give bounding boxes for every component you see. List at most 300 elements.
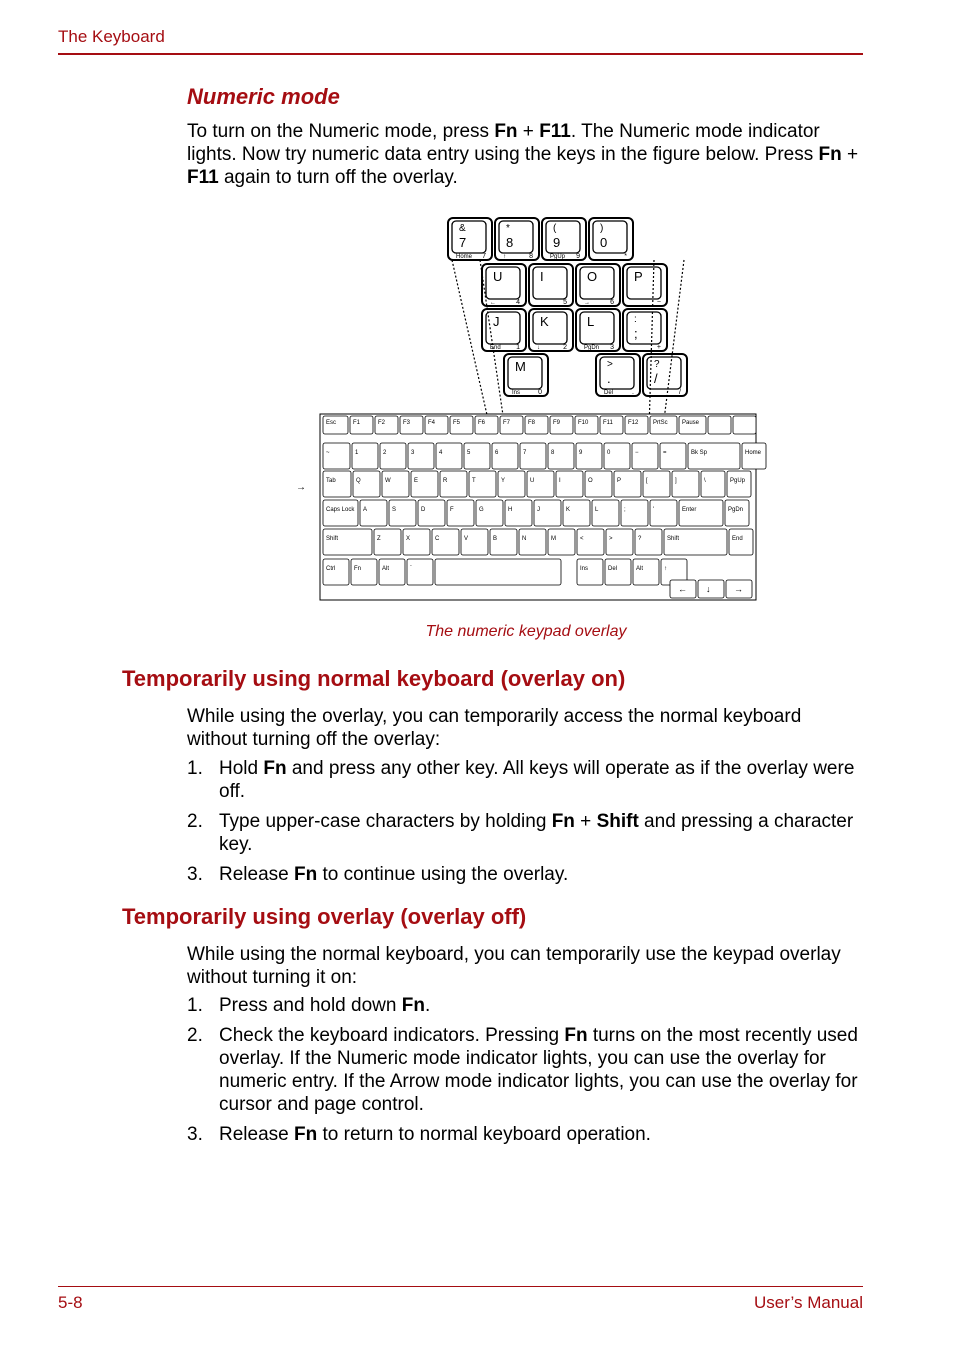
overlay-on-steps: [187, 757, 859, 893]
key-label: Alt: [382, 566, 390, 572]
arrow-key: [726, 580, 752, 598]
keyboard-key: [548, 529, 575, 555]
key-label: K: [566, 507, 571, 513]
keyboard-key: [525, 416, 548, 434]
key-sub-legend: End: [490, 345, 501, 351]
keyboard-key: [432, 529, 459, 555]
key-label: Pause: [682, 420, 700, 426]
keyboard-key: [708, 416, 731, 434]
key-label: F8: [528, 420, 536, 426]
key-cap: [498, 471, 525, 497]
keyboard-key: [550, 416, 573, 434]
key-label: ]: [675, 478, 677, 484]
key-label: T: [472, 478, 476, 484]
arrow-key: [698, 580, 724, 598]
key-label: 3: [411, 450, 415, 456]
key-cap: [729, 529, 753, 555]
key-legend: M: [515, 359, 526, 374]
numeric-mode-indicator-icon: →: [296, 482, 306, 493]
key-cap: [352, 443, 378, 469]
key-label: N: [522, 536, 527, 542]
keyboard-key: [701, 471, 725, 497]
key-overlay-legend: 1: [516, 344, 520, 351]
keyboard-illustration: [296, 414, 766, 600]
key-cap: [323, 529, 372, 555]
key-cap: [585, 471, 612, 497]
step-number: 3.: [187, 864, 203, 885]
keyboard-key: [469, 471, 496, 497]
text-run: turns on the most recently used overlay. If the Numeric mode indicator lights, you can use the overlay for numeric entry. If the Arrow mode indicator lights, you can use the overlay for cursor and page control.: [219, 1025, 858, 1115]
key-overlay-legend: .: [632, 389, 634, 396]
key-label: B: [493, 536, 498, 542]
key-inner: [647, 357, 681, 389]
key-label: P: [617, 478, 622, 484]
overlay-key: [529, 264, 573, 306]
key-overlay-legend: /: [679, 389, 681, 396]
key-cap: [476, 500, 503, 526]
key-cap: [605, 559, 631, 585]
key-label: Tab: [326, 478, 336, 484]
key-label: U: [530, 478, 535, 484]
key-sub-legend: ↓: [537, 345, 540, 351]
keyboard-key: [323, 471, 351, 497]
key-name: F11: [187, 167, 219, 188]
key-overlay-legend: 0: [538, 389, 542, 396]
key-label: PgUp: [730, 478, 746, 484]
key-name: Fn: [263, 758, 287, 779]
key-overlay-legend: 4: [516, 299, 520, 306]
key-cap: [461, 529, 488, 555]
list-item: [187, 757, 859, 803]
keyboard-key: [660, 443, 686, 469]
text-run: Release: [219, 864, 294, 885]
key-label: G: [479, 507, 484, 513]
key-cap: [577, 529, 604, 555]
key-legend: J: [493, 314, 500, 329]
key-label: F6: [478, 420, 486, 426]
overlay-key: [482, 309, 526, 351]
key-overlay-legend: 9: [576, 253, 580, 260]
key-cap: [698, 580, 724, 598]
key-inner: [546, 221, 580, 253]
keyboard-key: [664, 529, 727, 555]
key-cap: [407, 559, 433, 585]
arrow-label: →: [734, 584, 743, 594]
text-run: and press any other key. All keys will operate as if the overlay were off.: [219, 758, 855, 802]
keyboard-key: [500, 416, 523, 434]
keyboard-key: [577, 529, 604, 555]
keyboard-key: [379, 559, 405, 585]
key-name: Shift: [596, 811, 639, 832]
key-overlay-legend: +: [656, 344, 661, 351]
keyboard-key: [408, 443, 434, 469]
keyboard-key: [635, 529, 662, 555]
key-label: Shift: [326, 536, 339, 542]
key-inner: [533, 267, 567, 299]
key-legend: P: [634, 269, 643, 284]
key-cap: [353, 471, 380, 497]
key-overlay-legend: 3: [610, 344, 614, 351]
keyboard-key: [600, 416, 623, 434]
step-number: 1.: [187, 995, 203, 1016]
key-overlay-legend: 6: [610, 299, 614, 306]
keyboard-key: [625, 416, 648, 434]
arrow-label: ←: [678, 584, 687, 594]
key-legend: L: [587, 314, 595, 329]
key-cap: [635, 529, 662, 555]
key-cap: [374, 529, 401, 555]
overlay-on-heading: Temporarily using normal keyboard (overlay on): [122, 666, 626, 691]
key-cap: [323, 559, 349, 585]
keyboard-key: [411, 471, 438, 497]
overlay-key: [623, 264, 667, 306]
keyboard-key: [520, 443, 546, 469]
text-run: .: [424, 995, 431, 1016]
overlay-key: [589, 218, 633, 260]
key-legend: .: [607, 371, 611, 386]
key-legend: 7: [459, 235, 467, 250]
keyboard-key: [450, 416, 473, 434]
keyboard-key: [400, 416, 423, 434]
key-legend: I: [540, 269, 544, 284]
key-cap: [505, 500, 532, 526]
key-inner: [533, 312, 567, 344]
keyboard-key: [350, 416, 373, 434]
key-label: Bk Sp: [691, 450, 708, 456]
key-label: Home: [745, 450, 762, 456]
key-sub-legend: Ins: [512, 390, 521, 396]
page-number: 5-8: [58, 1293, 83, 1312]
key-inner: [593, 221, 627, 253]
key-label: 8: [551, 450, 555, 456]
key-label: Z: [377, 536, 381, 542]
key-cap: [520, 443, 546, 469]
overlay-off-steps: [187, 994, 859, 1153]
text-run: again to turn off the overlay.: [218, 167, 458, 188]
numeric-mode-heading: Numeric mode: [187, 84, 340, 109]
key-cap: [548, 529, 575, 555]
key-inner: [600, 357, 634, 389]
list-item: [187, 810, 859, 856]
text-run: . The Numeric mode indicator lights. Now try numeric data entry using the keys in the figure below. Press: [187, 121, 820, 165]
keyboard-key: [519, 529, 546, 555]
list-item: [187, 863, 859, 886]
key-label: W: [385, 478, 391, 484]
key-inner: [499, 221, 533, 253]
key-cap: [727, 471, 751, 497]
key-upper-legend: (: [553, 223, 557, 234]
key-overlay-legend: 8: [529, 253, 533, 260]
key-label: 4: [439, 450, 443, 456]
keyboard-key: [352, 443, 378, 469]
keyboard-key: [382, 471, 409, 497]
key-cap: [360, 500, 387, 526]
key-label: ': [653, 507, 655, 513]
key-label: H: [508, 507, 513, 513]
step-number: 1.: [187, 758, 203, 779]
key-inner: [627, 312, 661, 344]
key-legend: 8: [506, 235, 514, 250]
key-cap: [742, 443, 766, 469]
text-run: to continue using the overlay.: [317, 864, 569, 885]
arrow-label: ↓: [706, 584, 711, 594]
key-label: J: [537, 507, 540, 513]
key-cap: [436, 443, 462, 469]
keyboard-key: [725, 500, 749, 526]
keyboard-key: [576, 443, 602, 469]
key-label: 7: [523, 450, 527, 456]
keyboard-key: [435, 559, 561, 585]
keyboard-key: [475, 416, 498, 434]
overlay-on-intro: While using the overlay, you can temporarily access the normal keyboard without turning off the overlay:: [187, 706, 802, 750]
key-cap: [643, 471, 670, 497]
overlay-key: [482, 264, 526, 306]
key-cap: [563, 500, 590, 526]
key-overlay-legend: 7: [482, 253, 486, 260]
key-label: F11: [603, 420, 613, 426]
keyboard-key: [633, 559, 659, 585]
keyboard-key: [585, 471, 612, 497]
key-name: Fn: [564, 1025, 588, 1046]
overlay-key: [576, 309, 620, 351]
key-label: V: [464, 536, 469, 542]
overlay-key: [495, 218, 539, 260]
step-number: 3.: [187, 1124, 203, 1145]
key-legend: K: [540, 314, 549, 329]
key-cap: [632, 443, 658, 469]
keyboard-key: [672, 471, 699, 497]
key-label: F3: [403, 420, 411, 426]
key-cap: [379, 559, 405, 585]
key-cap: [527, 471, 554, 497]
key-cap: [440, 471, 467, 497]
overlay-key: [529, 309, 573, 351]
key-cap: [469, 471, 496, 497]
key-label: M: [551, 536, 556, 542]
key-label: 6: [495, 450, 499, 456]
key-cap: [621, 500, 648, 526]
keyboard-key: [351, 559, 377, 585]
key-label: Alt: [636, 566, 644, 572]
key-cap: [411, 471, 438, 497]
key-inner: [580, 312, 614, 344]
key-cap: [323, 500, 358, 526]
key-legend: 9: [553, 235, 561, 250]
key-sub-legend: Del: [604, 390, 614, 396]
keyboard-key: [476, 500, 503, 526]
key-cap: [389, 500, 416, 526]
key-sub-legend: →: [584, 300, 590, 306]
keyboard-key: [323, 500, 358, 526]
running-header: The Keyboard: [58, 27, 165, 46]
key-cap: [490, 529, 517, 555]
keyboard-key: [605, 559, 631, 585]
text-run: Type upper-case characters by holding: [219, 811, 552, 832]
key-label: `: [410, 566, 412, 572]
keyboard-key: [548, 443, 574, 469]
key-label: F: [450, 507, 454, 513]
key-overlay-legend: 2: [563, 344, 567, 351]
overlay-off-heading: Temporarily using overlay (overlay off): [122, 904, 527, 929]
key-label: Fn: [354, 566, 362, 572]
keyboard-key: [688, 443, 740, 469]
key-label: End: [732, 536, 743, 542]
overlay-key: [596, 354, 640, 396]
keyboard-key: [436, 443, 462, 469]
text-run: To turn on the Numeric mode, press: [187, 121, 495, 142]
key-label: F2: [378, 420, 386, 426]
key-label: R: [443, 478, 448, 484]
key-label: =: [663, 450, 667, 456]
text-run: Check the keyboard indicators. Pressing: [219, 1025, 565, 1046]
key-cap: [548, 443, 574, 469]
key-inner: [627, 267, 661, 299]
key-name: Fn: [494, 121, 518, 142]
key-label: Ins: [580, 566, 589, 572]
keyboard-key: [403, 529, 430, 555]
keyboard-key: [498, 471, 525, 497]
keyboard-key: [418, 500, 445, 526]
key-inner: [452, 221, 486, 253]
key-cap: [614, 471, 641, 497]
key-cap: [606, 529, 633, 555]
keyboard-key: [505, 500, 532, 526]
key-cap: [688, 443, 740, 469]
overlay-off-intro: While using the normal keyboard, you can temporarily use the keypad overlay without turning it on:: [187, 944, 841, 988]
keyboard-key: [374, 529, 401, 555]
key-label: PgDn: [728, 507, 744, 513]
list-item: [187, 1123, 859, 1146]
keyboard-key: [323, 559, 349, 585]
overlay-key: [504, 354, 548, 396]
keyboard-key: [614, 471, 641, 497]
key-label: 2: [383, 450, 387, 456]
key-label: I: [559, 478, 561, 484]
overlay-key: [576, 264, 620, 306]
key-label: X: [406, 536, 411, 542]
key-overlay-legend: 5: [563, 299, 567, 306]
keyboard-key: [407, 559, 433, 585]
keyboard-key: [375, 416, 398, 434]
key-cap: [592, 500, 619, 526]
key-cap: [403, 529, 430, 555]
key-label: 1: [355, 450, 359, 456]
key-label: [: [646, 478, 648, 484]
key-cap: [576, 443, 602, 469]
keyboard-key: [727, 471, 751, 497]
keyboard-key: [650, 416, 677, 434]
key-cap: [604, 443, 630, 469]
key-cap: [323, 471, 351, 497]
key-cap: [380, 443, 406, 469]
key-cap: [382, 471, 409, 497]
text-run: +: [574, 811, 597, 832]
key-label: F9: [553, 420, 561, 426]
key-cap: [435, 559, 561, 585]
key-upper-legend: *: [506, 223, 510, 234]
key-sub-legend: Home: [456, 254, 473, 260]
key-label: F1: [353, 420, 361, 426]
text-run: Hold: [219, 758, 264, 779]
key-upper-legend: :: [634, 314, 637, 325]
key-upper-legend: ?: [654, 359, 660, 370]
keyboard-key: [323, 416, 348, 434]
keyboard-key: [389, 500, 416, 526]
key-overlay-legend: −: [656, 299, 661, 306]
key-upper-legend: >: [607, 359, 613, 370]
keyboard-key: [604, 443, 630, 469]
key-cap: [447, 500, 474, 526]
key-cap: [664, 529, 727, 555]
key-legend: /: [654, 371, 658, 386]
key-label: F4: [428, 420, 436, 426]
key-label: O: [588, 478, 593, 484]
keyboard-figure: [290, 212, 770, 604]
key-label: F10: [578, 420, 589, 426]
keyboard-key: [632, 443, 658, 469]
key-label: 5: [467, 450, 471, 456]
keyboard-key: [527, 471, 554, 497]
key-cap: [323, 443, 350, 469]
key-label: <: [580, 536, 584, 542]
key-inner: [486, 312, 520, 344]
key-label: \: [704, 478, 706, 484]
key-label: Caps Lock: [326, 507, 355, 513]
key-label: Y: [501, 478, 506, 484]
text-run: +: [517, 121, 540, 142]
keyboard-key: [353, 471, 380, 497]
key-label: ~: [326, 450, 330, 456]
key-name: Fn: [401, 995, 425, 1016]
step-number: 2.: [187, 811, 203, 832]
keyboard-key: [323, 529, 372, 555]
arrow-key: [670, 580, 696, 598]
step-number: 2.: [187, 1025, 203, 1046]
key-label: ?: [638, 536, 642, 542]
key-label: C: [435, 536, 440, 542]
key-inner: [486, 267, 520, 299]
key-cap: [556, 471, 583, 497]
keyboard-key: [492, 443, 518, 469]
footer-rule: [58, 1286, 863, 1287]
keyboard-key: [679, 500, 723, 526]
key-sub-legend: ↑: [503, 254, 506, 260]
keyboard-key: [592, 500, 619, 526]
text-run: Press and hold down: [219, 995, 402, 1016]
keyboard-key: [621, 500, 648, 526]
key-label: F7: [503, 420, 511, 426]
overlay-key: [448, 218, 492, 260]
keyboard-key: [643, 471, 670, 497]
key-label: ;: [624, 507, 626, 513]
key-label: 0: [607, 450, 611, 456]
key-label: S: [392, 507, 397, 513]
keyboard-key: [733, 416, 756, 434]
key-cap: [432, 529, 459, 555]
figure-caption: The numeric keypad overlay: [425, 623, 627, 640]
keyboard-key: [606, 529, 633, 555]
manual-title: User’s Manual: [754, 1293, 863, 1312]
key-legend: 0: [600, 235, 608, 250]
keyboard-key: [563, 500, 590, 526]
key-cap: [492, 443, 518, 469]
key-name: Fn: [294, 1124, 318, 1145]
keyboard-key: [490, 529, 517, 555]
key-sub-legend: ←: [490, 300, 496, 306]
text-run: +: [841, 144, 859, 165]
key-upper-legend: &: [459, 223, 466, 234]
key-cap: [418, 500, 445, 526]
